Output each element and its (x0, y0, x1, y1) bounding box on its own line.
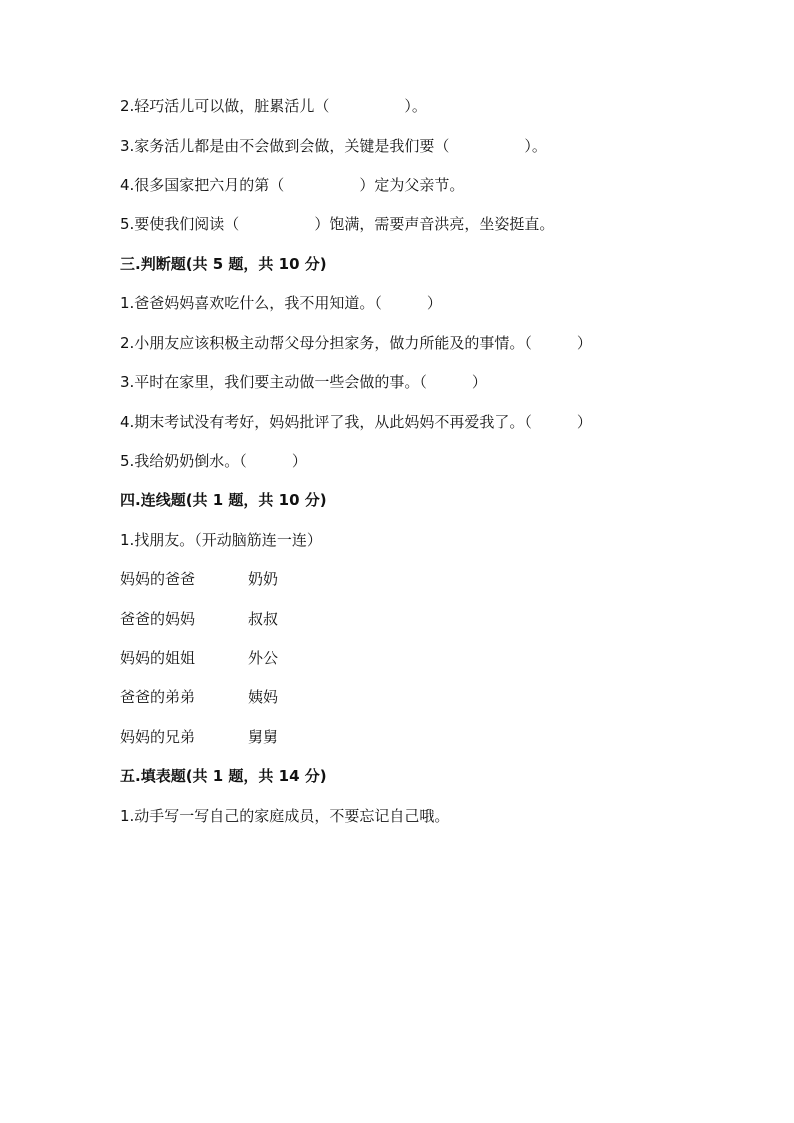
matching-right-item-3: 外公 (248, 649, 279, 667)
section-3-heading: 三.判断题(共 5 题，共 10 分) (120, 255, 327, 273)
matching-right-item-1: 奶奶 (248, 570, 279, 588)
fill-blank-question-5: 5.要使我们阅读（ ）饱满，需要声音洪亮，坐姿挺直。 (120, 215, 555, 233)
matching-right-item-5: 舅舅 (248, 728, 279, 746)
matching-left-item-2: 爸爸的妈妈 (120, 610, 196, 628)
true-false-question-4: 4.期末考试没有考好，妈妈批评了我，从此妈妈不再爱我了。（ ） (120, 413, 592, 431)
fill-blank-question-3: 3.家务活儿都是由不会做到会做，关键是我们要（ ）。 (120, 137, 547, 155)
section-5-heading: 五.填表题(共 1 题，共 14 分) (120, 767, 327, 785)
matching-left-item-4: 爸爸的弟弟 (120, 688, 196, 706)
matching-right-item-2: 叔叔 (248, 610, 279, 628)
true-false-question-3: 3.平时在家里，我们要主动做一些会做的事。（ ） (120, 373, 487, 391)
true-false-question-5: 5.我给奶奶倒水。（ ） (120, 452, 307, 470)
fill-blank-question-2: 2.轻巧活儿可以做，脏累活儿（ ）。 (120, 97, 427, 115)
fill-blank-question-4: 4.很多国家把六月的第（ ）定为父亲节。 (120, 176, 465, 194)
matching-left-item-5: 妈妈的兄弟 (120, 728, 196, 746)
matching-left-item-1: 妈妈的爸爸 (120, 570, 196, 588)
section-4-heading: 四.连线题(共 1 题，共 10 分) (120, 491, 327, 509)
matching-right-item-4: 姨妈 (248, 688, 279, 706)
true-false-question-2: 2.小朋友应该积极主动帮父母分担家务，做力所能及的事情。（ ） (120, 334, 592, 352)
table-fill-question: 1.动手写一写自己的家庭成员，不要忘记自己哦。 (120, 807, 450, 825)
matching-left-item-3: 妈妈的姐姐 (120, 649, 196, 667)
matching-question: 1.找朋友。（开动脑筋连一连） (120, 531, 322, 549)
true-false-question-1: 1.爸爸妈妈喜欢吃什么，我不用知道。（ ） (120, 294, 442, 312)
